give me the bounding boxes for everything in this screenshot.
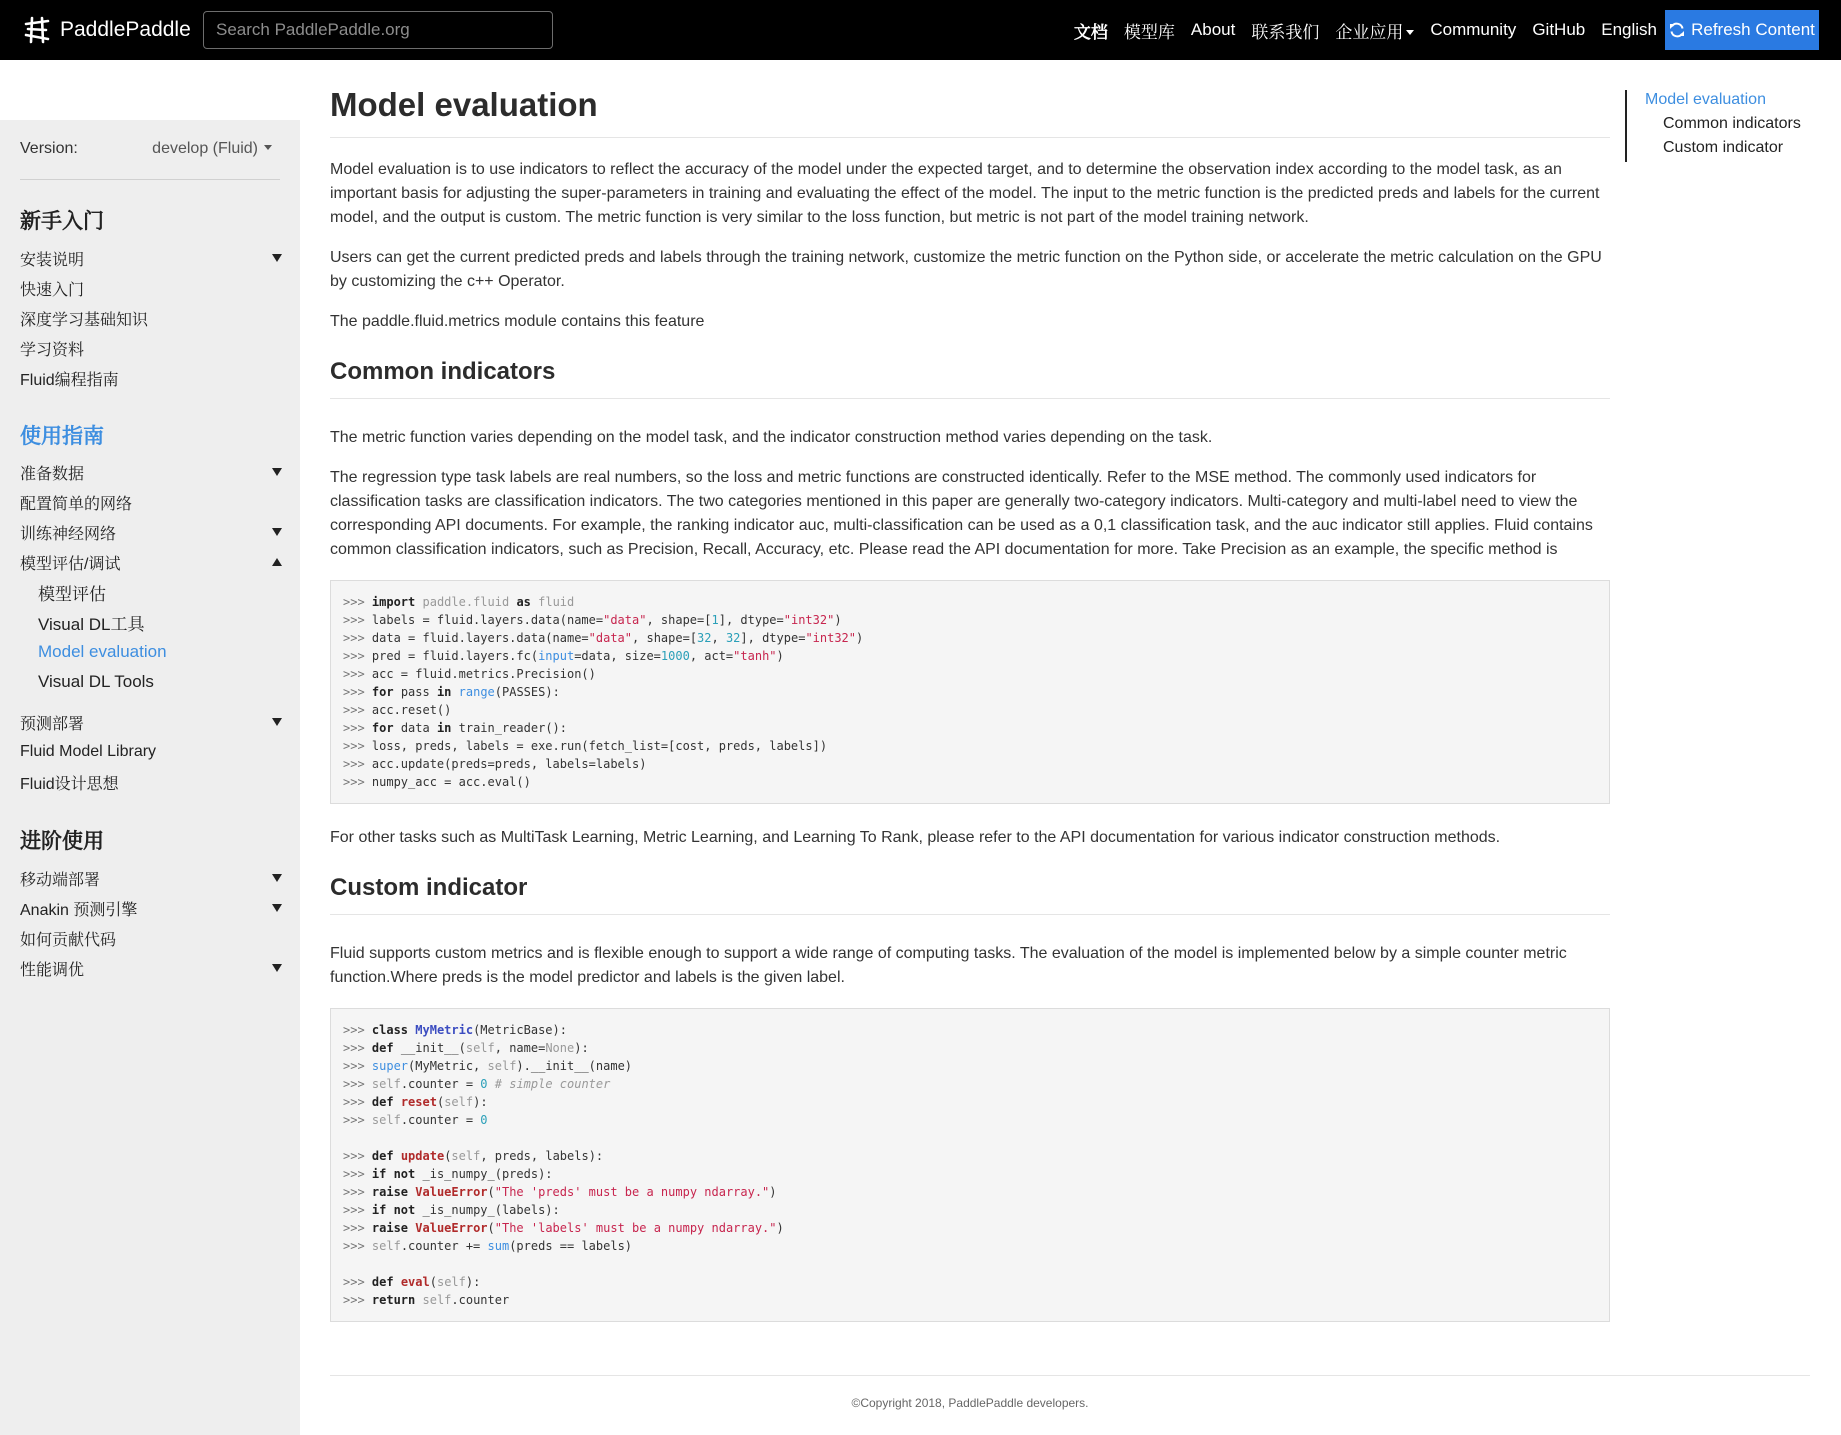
intro-paragraph-1: Model evaluation is to use indicators to reflect the accuracy of the model under the expected target, and to determine the observation index according to the model task, as an important basis for adjusting the super-parameters in training and evaluating the effect of the model. The input to the metric function is the predicted preds and labels for the current model, and the output is custom. The metric function is very similar to the loss function, but metric is not part of the model training network. bbox=[330, 161, 1600, 226]
toc-item-common-indicators[interactable]: Common indicators bbox=[1663, 115, 1801, 132]
sidebar-item-label: Visual DL工具 bbox=[38, 614, 145, 634]
sidebar-item-label: Fluid编程指南 bbox=[20, 371, 119, 389]
sidebar-item-label: 如何贡献代码 bbox=[20, 931, 117, 949]
common-paragraph-2: The regression type task labels are real numbers, so the loss and metric functions are constructed identically. Refer to the MSE method. The commonly used indicators for classification tasks are classification indicators. The two categories mentioned in this paper are generally two-category indicators. Multi-category and multi-label need to view the corresponding API documents. For example, the ranking indicator auc, multi-classification can be used as a 0,1 classification task, and the auc indicator still applies. Fluid contains common classification indicators, such as Precision, Recall, Accuracy, etc. Please read the API documentation for more. Take Precision as an example, the specific method is bbox=[330, 469, 1593, 558]
code-line: >>> def update(self, preds, labels): bbox=[343, 1149, 604, 1163]
expand-arrow-icon[interactable] bbox=[272, 964, 282, 972]
sidebar-section-user-guide[interactable]: 使用指南 bbox=[20, 425, 104, 448]
sidebar-item-label: 准备数据 bbox=[20, 465, 85, 483]
search-input[interactable] bbox=[203, 11, 553, 49]
sidebar-item-quickstart[interactable] bbox=[20, 275, 282, 301]
custom-paragraph-1: Fluid supports custom metrics and is flexible enough to support a wide range of computing tasks. The evaluation of the model is implemented below by a simple counter metric function.Where preds is the model predictor and labels is the given label. bbox=[330, 945, 1567, 986]
sidebar-item-label: 深度学习基础知识 bbox=[20, 311, 149, 329]
caret-down-icon bbox=[264, 145, 272, 150]
code-line: >>> loss, preds, labels = exe.run(fetch_list=[cost, preds, labels]) bbox=[343, 739, 828, 753]
paddle-logo-icon bbox=[22, 15, 52, 45]
sidebar-item-label: Anakin 预测引擎 bbox=[20, 901, 138, 919]
nav-dropdown-enterprise[interactable] bbox=[1335, 18, 1414, 43]
sidebar-item-model-eval-debug[interactable] bbox=[20, 549, 282, 575]
toc-item-custom-indicator[interactable]: Custom indicator bbox=[1663, 139, 1784, 156]
heading-divider bbox=[330, 398, 1610, 399]
code-line: >>> data = fluid.layers.data(name="data", shape=[32, 32], dtype="int32") bbox=[343, 631, 864, 645]
sidebar-item-config-network[interactable] bbox=[20, 489, 282, 515]
heading-divider bbox=[330, 914, 1610, 915]
expand-arrow-icon[interactable] bbox=[272, 468, 282, 476]
expand-arrow-icon[interactable] bbox=[272, 874, 282, 882]
refresh-icon bbox=[1669, 22, 1685, 38]
version-selector bbox=[20, 138, 280, 180]
code-line: >>> for pass in range(PASSES): bbox=[343, 685, 560, 699]
sidebar-item-label: Model evaluation bbox=[38, 642, 167, 661]
code-line: >>> self.counter = 0 bbox=[343, 1113, 488, 1127]
code-line: >>> numpy_acc = acc.eval() bbox=[343, 775, 531, 789]
version-label: Version: bbox=[20, 140, 78, 157]
sidebar-item-mobile-deploy[interactable] bbox=[20, 865, 282, 891]
nav-link-models[interactable]: 模型库 bbox=[1123, 22, 1175, 42]
code-line: >>> import paddle.fluid as fluid bbox=[343, 595, 575, 609]
code-block-precision[interactable] bbox=[330, 580, 1610, 804]
code-line: >>> super(MyMetric, self).__init__(name) bbox=[343, 1059, 633, 1073]
expand-arrow-icon[interactable] bbox=[272, 718, 282, 726]
page-title: Model evaluation bbox=[330, 86, 598, 123]
code-line: >>> self.counter += sum(preds == labels) bbox=[343, 1239, 633, 1253]
code-line: >>> return self.counter bbox=[343, 1293, 510, 1307]
expand-arrow-icon[interactable] bbox=[272, 528, 282, 536]
toc-item-model-evaluation[interactable]: Model evaluation bbox=[1645, 91, 1766, 108]
sidebar-item-learning-materials[interactable] bbox=[20, 335, 282, 361]
sidebar-item-label: 快速入门 bbox=[20, 281, 85, 299]
code-line: >>> acc = fluid.metrics.Precision() bbox=[343, 667, 596, 681]
code-line: >>> acc.update(preds=preds, labels=labels) bbox=[343, 757, 647, 771]
code-line: >>> raise ValueError("The 'preds' must be a numpy ndarray.") bbox=[343, 1185, 777, 1199]
sidebar-item-fluid-guide[interactable] bbox=[20, 365, 282, 391]
expand-arrow-icon[interactable] bbox=[272, 254, 282, 262]
sidebar-item-install[interactable] bbox=[20, 245, 282, 271]
intro-paragraph-2: Users can get the current predicted preds and labels through the training network, customize the metric function on the Python side, or accelerate the metric calculation on the GPU by customizing the c++ Operator. bbox=[330, 249, 1602, 290]
sidebar-item-label: 模型评估/调试 bbox=[20, 555, 121, 573]
sidebar-subitem-visualdl-tools[interactable] bbox=[38, 669, 282, 695]
nav-link-community[interactable]: Community bbox=[1430, 20, 1517, 39]
nav-link-docs[interactable]: 文档 bbox=[1073, 22, 1108, 42]
sidebar-item-anakin[interactable] bbox=[20, 895, 282, 921]
code-line: >>> self.counter = 0 # simple counter bbox=[343, 1077, 611, 1091]
sidebar bbox=[0, 120, 300, 1435]
code-line: >>> acc.reset() bbox=[343, 703, 452, 717]
sidebar-item-train-network[interactable] bbox=[20, 519, 282, 545]
refresh-content-button[interactable] bbox=[1665, 10, 1819, 50]
code-line: >>> labels = fluid.layers.data(name="data", shape=[1], dtype="int32") bbox=[343, 613, 842, 627]
sidebar-section-advanced[interactable]: 进阶使用 bbox=[20, 830, 104, 853]
refresh-content-label: Refresh Content bbox=[1691, 20, 1815, 39]
nav-link-language[interactable]: English bbox=[1601, 20, 1657, 39]
sidebar-item-dl-basics[interactable] bbox=[20, 305, 282, 331]
version-dropdown[interactable] bbox=[152, 138, 280, 158]
code-line: >>> pred = fluid.layers.fc(input=data, size=1000, act="tanh") bbox=[343, 649, 784, 663]
code-block-custom-metric[interactable] bbox=[330, 1008, 1610, 1322]
sidebar-item-fluid-model-library[interactable] bbox=[20, 739, 282, 765]
footer-divider bbox=[330, 1375, 1810, 1376]
sidebar-item-label: 性能调优 bbox=[20, 961, 85, 979]
sidebar-section-getting-started[interactable]: 新手入门 bbox=[20, 210, 104, 233]
nav-link-contact[interactable]: 联系我们 bbox=[1251, 22, 1320, 42]
sidebar-item-perf-tuning[interactable] bbox=[20, 955, 282, 981]
sidebar-item-prepare-data[interactable] bbox=[20, 459, 282, 485]
code-line bbox=[343, 1255, 1597, 1273]
code-line: >>> if not _is_numpy_(preds): bbox=[343, 1167, 553, 1181]
brand-name: PaddlePaddle bbox=[60, 18, 191, 41]
common-paragraph-3: For other tasks such as MultiTask Learning, Metric Learning, and Learning To Rank, please refer to the API documentation for various indicator construction methods. bbox=[330, 829, 1501, 846]
code-line: >>> def eval(self): bbox=[343, 1275, 481, 1289]
nav-link-github[interactable]: GitHub bbox=[1532, 20, 1586, 39]
code-line: >>> def reset(self): bbox=[343, 1095, 488, 1109]
caret-down-icon bbox=[1406, 30, 1414, 35]
common-paragraph-1: The metric function varies depending on the model task, and the indicator construction method varies depending on the task. bbox=[330, 429, 1213, 446]
footer-copyright: ©Copyright 2018, PaddlePaddle developers. bbox=[851, 1396, 1089, 1410]
sidebar-item-label: 模型评估 bbox=[38, 584, 106, 604]
intro-paragraph-3: The paddle.fluid.metrics module contains this feature bbox=[330, 313, 705, 330]
sidebar-item-label: Visual DL Tools bbox=[38, 672, 154, 691]
code-line: >>> class MyMetric(MetricBase): bbox=[343, 1023, 567, 1037]
sidebar-subitem-model-evaluation[interactable] bbox=[38, 639, 282, 665]
sidebar-item-inference-deploy[interactable] bbox=[20, 709, 282, 735]
sidebar-item-contribute[interactable] bbox=[20, 925, 282, 951]
nav-link-about[interactable]: About bbox=[1190, 20, 1236, 39]
nav-links bbox=[1058, 10, 1819, 50]
table-of-contents bbox=[1625, 90, 1825, 162]
collapse-arrow-icon[interactable] bbox=[272, 558, 282, 566]
sidebar-item-label: 安装说明 bbox=[20, 251, 85, 269]
code-line: >>> def __init__(self, name=None): bbox=[343, 1041, 589, 1055]
brand-logo[interactable] bbox=[22, 14, 191, 46]
code-line: >>> raise ValueError("The 'labels' must be a numpy ndarray.") bbox=[343, 1221, 784, 1235]
sidebar-subitem-model-eval-zh[interactable] bbox=[38, 579, 282, 605]
heading-common-indicators: Common indicators bbox=[330, 358, 556, 385]
title-divider bbox=[330, 137, 1610, 138]
code-line: >>> for data in train_reader(): bbox=[343, 721, 567, 735]
sidebar-item-fluid-design[interactable] bbox=[20, 769, 282, 795]
sidebar-item-label: 配置简单的网络 bbox=[20, 495, 133, 513]
version-value: develop (Fluid) bbox=[152, 140, 258, 157]
code-line bbox=[343, 1129, 1597, 1147]
top-navbar bbox=[0, 0, 1841, 60]
sidebar-item-label: Fluid设计思想 bbox=[20, 775, 119, 793]
sidebar-item-label: Fluid Model Library bbox=[20, 743, 157, 760]
sidebar-subitem-visualdl-zh[interactable] bbox=[38, 609, 282, 635]
sidebar-item-label: 移动端部署 bbox=[20, 871, 101, 889]
code-line: >>> if not _is_numpy_(labels): bbox=[343, 1203, 560, 1217]
heading-custom-indicator: Custom indicator bbox=[330, 874, 528, 901]
sidebar-item-label: 预测部署 bbox=[20, 715, 85, 733]
expand-arrow-icon[interactable] bbox=[272, 904, 282, 912]
sidebar-item-label: 训练神经网络 bbox=[20, 525, 117, 543]
nav-dropdown-enterprise-label: 企业应用 bbox=[1335, 22, 1404, 42]
sidebar-item-label: 学习资料 bbox=[20, 341, 85, 359]
